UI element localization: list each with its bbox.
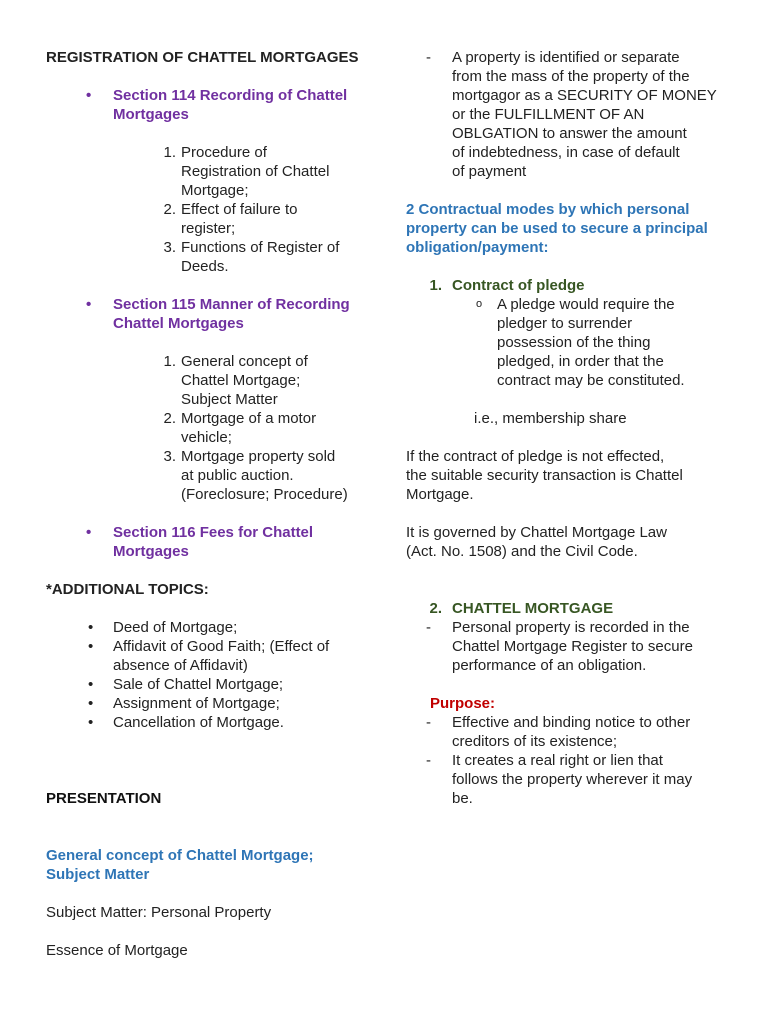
list-item: Sale of Chattel Mortgage; xyxy=(113,676,284,693)
circle-bullet-icon: o xyxy=(476,298,483,310)
section-114-title: Section 114 Recording of Chattel Mortgages xyxy=(113,87,348,123)
dash-icon: - xyxy=(426,714,431,731)
list-item: Effect of failure to register; xyxy=(181,201,298,237)
section-115-title: Section 115 Manner of Recording Chattel Mortgages xyxy=(113,296,350,332)
governed-by-text: It is governed by Chattel Mortgage Law (Act. No. 1508) and the Civil Code. xyxy=(406,524,667,560)
bullet-dot-icon: • xyxy=(86,524,92,541)
main-heading: REGISTRATION OF CHATTEL MORTGAGES xyxy=(46,49,359,66)
pledge-note: If the contract of pledge is not effected, the suitable security transaction is Chattel Mortgage. xyxy=(406,448,683,503)
list-item: Affidavit of Good Faith; (Effect of absence of Affidavit) xyxy=(113,638,330,674)
bullet-dot-icon: • xyxy=(88,676,94,693)
chattel-mortgage-definition: Personal property is recorded in the Chattel Mortgage Register to secure performance of an obligation. xyxy=(452,619,693,674)
bullet-dot-icon: • xyxy=(88,619,94,636)
pledge-example: i.e., membership share xyxy=(474,410,627,427)
list-number: 2. xyxy=(163,201,176,218)
general-concept-heading: General concept of Chattel Mortgage; Subject Matter xyxy=(46,847,314,883)
list-item: Assignment of Mortgage; xyxy=(113,695,280,712)
property-definition: A property is identified or separate from the mass of the property of the mortgagor as a SECURITY OF MONEY or the FULFILLMENT OF AN OBLGATION to answer the amount of indebtedness, in case of default of payment xyxy=(452,49,717,180)
list-item: Cancellation of Mortgage. xyxy=(113,714,284,731)
chattel-mortgage-title: CHATTEL MORTGAGE xyxy=(452,600,614,617)
list-item: Functions of Register of Deeds. xyxy=(181,239,340,275)
purpose-label: Purpose: xyxy=(430,695,496,712)
bullet-dot-icon: • xyxy=(88,638,94,655)
pledge-description: A pledge would require the pledger to surrender possession of the thing pledged, in order that the contract may be constituted. xyxy=(497,296,685,389)
list-number: 1. xyxy=(163,144,176,161)
bullet-dot-icon: • xyxy=(86,296,92,313)
dash-icon: - xyxy=(426,619,431,636)
list-number: 1. xyxy=(429,277,442,294)
bullet-dot-icon: • xyxy=(88,714,94,731)
dash-icon: - xyxy=(426,49,431,66)
section-116-title: Section 116 Fees for Chattel Mortgages xyxy=(113,524,314,560)
list-item: Deed of Mortgage; xyxy=(113,619,238,636)
list-number: 3. xyxy=(163,239,176,256)
list-item: Mortgage of a motor vehicle; xyxy=(181,410,317,446)
pledge-title: Contract of pledge xyxy=(452,277,585,294)
list-number: 2. xyxy=(429,600,442,617)
list-item: Procedure of Registration of Chattel Mortgage; xyxy=(181,144,330,199)
list-item: General concept of Chattel Mortgage; Subject Matter xyxy=(181,353,308,408)
purpose-item: It creates a real right or lien that follows the property wherever it may be. xyxy=(452,752,693,807)
list-item: Mortgage property sold at public auction. (Foreclosure; Procedure) xyxy=(181,448,348,503)
list-number: 2. xyxy=(163,410,176,427)
list-number: 3. xyxy=(163,448,176,465)
additional-topics-heading: *ADDITIONAL TOPICS: xyxy=(46,581,209,598)
presentation-heading: PRESENTATION xyxy=(46,790,162,807)
essence-text: Essence of Mortgage xyxy=(46,942,188,959)
contractual-modes-heading: 2 Contractual modes by which personal property can be used to secure a principal obligation/payment: xyxy=(406,201,708,256)
bullet-dot-icon: • xyxy=(86,87,92,104)
list-number: 1. xyxy=(163,353,176,370)
subject-matter-text: Subject Matter: Personal Property xyxy=(46,904,272,921)
dash-icon: - xyxy=(426,752,431,769)
bullet-dot-icon: • xyxy=(88,695,94,712)
purpose-item: Effective and binding notice to other creditors of its existence; xyxy=(452,714,691,750)
